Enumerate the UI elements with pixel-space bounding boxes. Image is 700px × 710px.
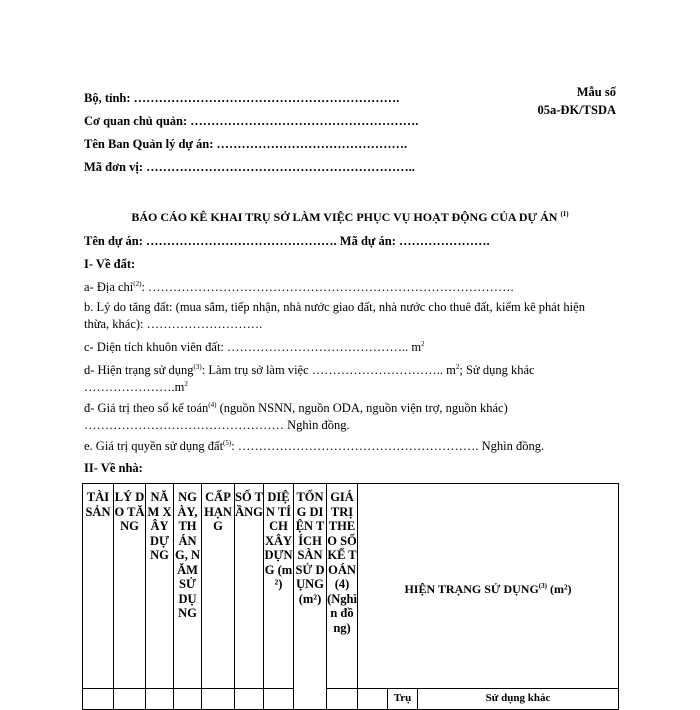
house-table <box>82 483 619 710</box>
empty-cell <box>174 689 202 710</box>
sub-header-office: Trụ <box>388 689 418 710</box>
project-line <box>84 234 490 249</box>
land-address-value: : ……………………………………………………………………………. <box>141 280 514 294</box>
report-title <box>0 210 700 225</box>
empty-cell <box>83 689 114 710</box>
empty-cell <box>146 689 174 710</box>
col-header-reason: LÝ DO TĂNG <box>114 484 146 689</box>
board-field: Tên Ban Quản lý dự án: ………………………………………. <box>84 137 408 151</box>
col-header-build-year: NĂM XÂY DỰNG <box>146 484 174 689</box>
col-header-asset: TÀI SẢN <box>83 484 114 689</box>
form-code-line2: 05a-ĐK/TSDA <box>537 103 616 117</box>
land-book-value-text: (nguồn NSNN, nguồn ODA, nguồn viện trợ, nguồn khác) ………………………………………… Nghìn đồng. <box>84 401 508 432</box>
sub-header-blank <box>358 689 388 710</box>
unit-code-field: Mã đơn vị: ……………………………………………………….. <box>84 160 415 174</box>
empty-cell <box>114 689 146 710</box>
land-usage-label: d- Hiện trạng sử dụng <box>84 363 194 377</box>
land-use-right-value <box>84 439 544 454</box>
col-header-floor-area: TỔNG DIỆN TÍCH SÀN SỬ DỤNG (m²) <box>294 484 327 710</box>
land-use-right-note: (5) <box>223 438 232 447</box>
land-address <box>84 280 514 295</box>
col-header-book-value: GIÁ TRỊ THEO SỔ KẾ TOÁN (4) (Nghìn đồng) <box>327 484 358 689</box>
usage-status-label: HIỆN TRẠNG SỬ DỤNG <box>404 581 539 596</box>
house-heading: II- Về nhà: <box>84 461 143 475</box>
col-header-usage-status <box>358 484 619 689</box>
land-address-label: a- Địa chỉ <box>84 280 134 294</box>
empty-cell <box>264 689 294 710</box>
report-title-note: (1) <box>560 210 569 218</box>
usage-status-note: (3) <box>538 581 547 590</box>
usage-status-unit: (m²) <box>546 581 572 596</box>
land-usage-office: : Làm trụ sở làm việc ………………………….. m <box>201 363 456 377</box>
land-usage-exp: 2 <box>455 362 460 371</box>
empty-cell <box>202 689 235 710</box>
land-usage-exp2: 2 <box>184 379 188 388</box>
col-header-use-date: NGÀY, THÁNG, NĂM SỬ DỤNG <box>174 484 202 689</box>
land-book-value-label: đ- Giá trị theo sổ kế toán <box>84 401 209 415</box>
report-title-text: BÁO CÁO KÊ KHAI TRỤ SỞ LÀM VIỆC PHỤC VỤ HOẠT ĐỘNG CỦA DỰ ÁN <box>131 210 558 224</box>
land-area-label: c- Diện tích khuôn viên đất: …………………………………….. m <box>84 340 422 354</box>
land-use-right-text: : …………………………………………………. Nghìn đồng. <box>231 439 545 453</box>
empty-cell <box>327 689 358 710</box>
land-usage-status <box>84 362 608 396</box>
agency-field: Cơ quan chủ quản: ………………………………………………. <box>84 114 419 128</box>
land-book-value-note: (4) <box>208 400 217 409</box>
col-header-build-area: DIỆN TÍCH XÂY DỰNG (m²) <box>264 484 294 689</box>
land-area <box>84 340 425 355</box>
form-code <box>538 83 616 119</box>
project-code-field: Mã dự án: …………………. <box>339 234 490 248</box>
col-header-grade: CẤP HẠNG <box>202 484 235 689</box>
form-code-line1: Mẫu số <box>576 85 616 99</box>
land-usage-other: ; Sử dụng khác ………………….m <box>84 363 535 394</box>
land-area-unit-exp: 2 <box>421 339 425 348</box>
land-use-right-label: e. Giá trị quyền sử dụng đất <box>84 439 224 453</box>
project-name-field: Tên dự án: ……………………………………… <box>84 234 334 248</box>
sub-header-other: Sử dụng khác <box>418 689 619 710</box>
project-separator: . <box>333 234 337 248</box>
col-header-floors: SỐ TẦNG <box>235 484 264 689</box>
empty-cell <box>235 689 264 710</box>
land-increase-reason: b. Lý do tăng đất: (mua sắm, tiếp nhận, nhà nước giao đất, nhà nước cho thuê đất, kiểm kê phát hiện thừa, khác): ………………………. <box>84 300 585 331</box>
land-usage-note: (3) <box>193 362 202 371</box>
ministry-field: Bộ, tỉnh: ………………………………………………………. <box>84 91 400 105</box>
land-heading: I- Về đất: <box>84 257 136 271</box>
land-book-value <box>84 400 608 434</box>
land-address-note: (2) <box>133 279 142 288</box>
